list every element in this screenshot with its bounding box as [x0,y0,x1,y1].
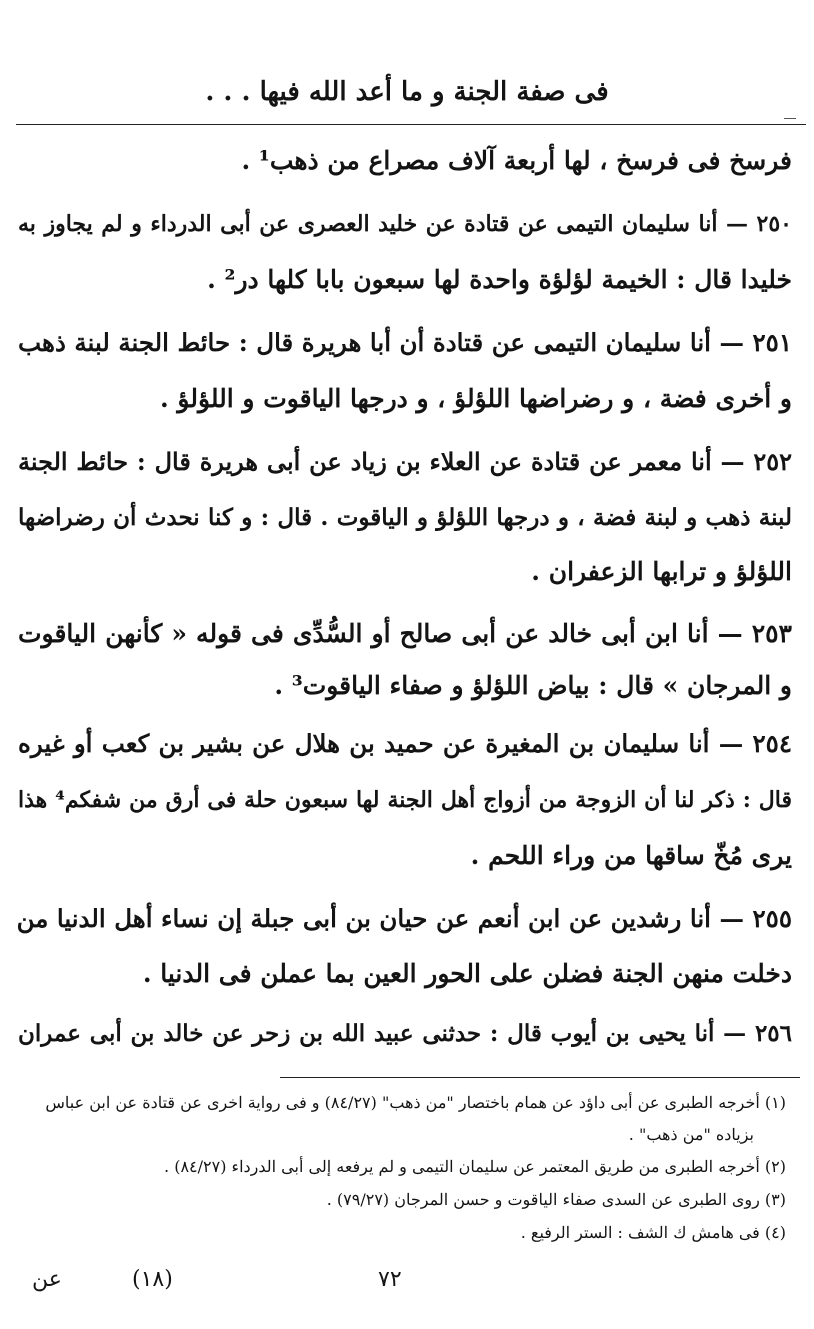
footnote-line: (٤) فى هامش ك الشف : الستر الرفيع . [520,1223,786,1242]
text-line: خليدا قال : الخيمة لؤلؤة واحدة لها سبعون بابا كلها در² . [207,265,792,294]
text-line: اللؤلؤ و ترابها الزعفران . [531,557,792,586]
header-rule [16,124,806,125]
text-line: ٢٥٠ — أنا سليمان التيمى عن قتادة عن خليد العصرى عن أبى الدرداء و لم يجاوز به [18,211,792,237]
corner-mark [784,118,796,119]
signature-mark: (١٨) [132,1267,173,1292]
text-line: و المرجان » قال : بياض اللؤلؤ و صفاء الياقوت³ . [274,671,792,700]
text-line: ٢٥٥ — أنا رشدين عن ابن أنعم عن حيان بن أبى جبلة إن نساء أهل الدنيا من [16,904,792,933]
text-line: ٢٥٣ — أنا ابن أبى خالد عن أبى صالح أو السُّدِّى فى قوله « كأنهن الياقوت [18,619,792,648]
footnote-line: (٢) أخرجه الطبرى من طريق المعتمر عن سليمان التيمى و لم يرفعه إلى أبى الدرداء (٨٤/٢٧) . [164,1157,786,1176]
footnote-line: (١) أخرجه الطبرى عن أبى داؤد عن همام باختصار "من ذهب" (٨٤/٢٧) و فى رواية اخرى عن قتادة عن ابن عباس [45,1093,786,1112]
page-number: ٧٢ [378,1267,402,1292]
text-line: ٢٥١ — أنا سليمان التيمى عن قتادة أن أبا هريرة قال : حائط الجنة لبنة ذهب [18,328,792,357]
footnote-line: بزياده "من ذهب" . [628,1125,754,1144]
text-line: يرى مُخّ ساقها من وراء اللحم . [470,841,792,870]
text-line: ٢٥٢ — أنا معمر عن قتادة عن العلاء بن زياد عن أبى هريرة قال : حائط الجنة [18,447,792,476]
text-line: ٢٥٦ — أنا يحيى بن أيوب قال : حدثنى عبيد الله بن زحر عن خالد بن أبى عمران [18,1020,792,1047]
footnote-rule [280,1077,800,1078]
running-header: فى صفة الجنة و ما أعد الله فيها . . . [205,77,609,107]
text-line: ٢٥٤ — أنا سليمان بن المغيرة عن حميد بن هلال عن بشير بن كعب أو غيره [18,729,792,758]
text-line: و أخرى فضة ، و رضراضها اللؤلؤ ، و درجها الياقوت و اللؤلؤ . [160,384,792,413]
footnote-line: (٣) روى الطبرى عن السدى صفاء الياقوت و حسن المرجان (٧٩/٢٧) . [326,1190,786,1209]
text-line: دخلت منهن الجنة فضلن على الحور العين بما عملن فى الدنيا . [142,959,792,988]
catchword: عن [32,1267,62,1292]
text-line: قال : ذكر لنا أن الزوجة من أزواج أهل الجنة لها سبعون حلة فى أرق من شفكم⁴ هذا [18,787,793,813]
text-line: فرسخ فى فرسخ ، لها أربعة آلاف مصراع من ذهب¹ . [241,146,792,175]
text-line: لبنة ذهب و لبنة فضة ، و درجها اللؤلؤ و الياقوت . قال : و كنا نحدث أن رضراضها [18,504,792,531]
